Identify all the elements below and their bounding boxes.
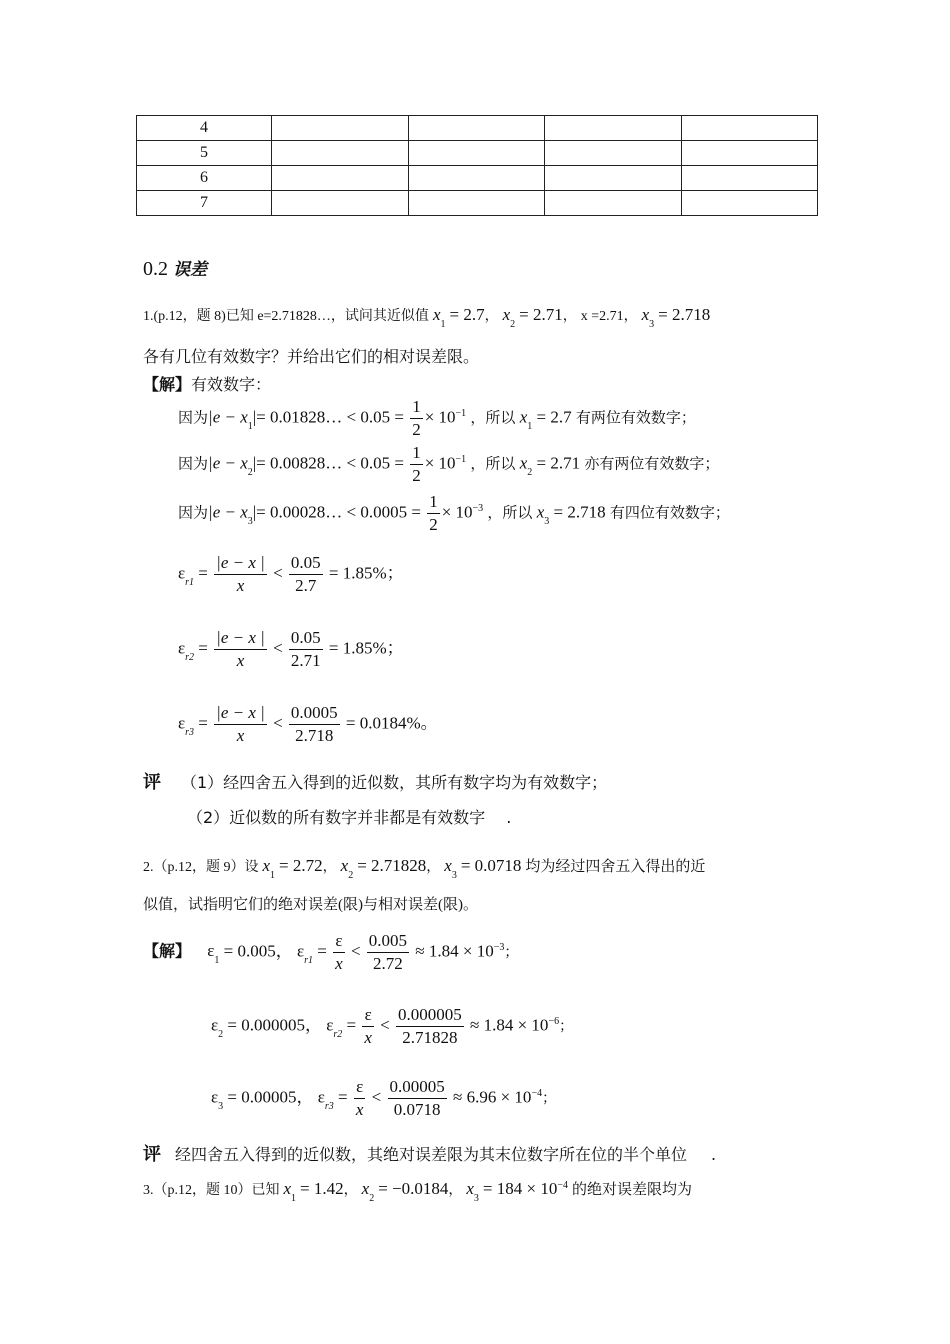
problem-3-head: 3.（p.12，题 10）已知 $x_1 = 1.42$， $x_2 = -0.0184$， $x_3 = 184 \times 10^{-4}$ 的绝对误差限均为 [143,1179,693,1204]
value-x2: = −0.0184 [378,1179,449,1198]
table-row [137,191,818,216]
var-x3: x [444,856,452,875]
denominator: x [364,1028,372,1047]
epsilon: ε [207,941,215,961]
table-cell [681,141,818,166]
numerator: ε [354,1076,366,1099]
abs-error: = 0.000005 [227,1015,305,1035]
period: . [711,1145,717,1164]
fraction [410,396,423,441]
solution-intro: 有效数字： [191,377,272,394]
problem-3-tail: 的绝对误差限均为 [572,1182,693,1198]
value-x3: = 0.0718 [460,856,522,875]
table-cell [545,191,682,216]
table-cell [545,141,682,166]
fraction [396,1004,464,1049]
numerator: 1 [410,396,423,419]
table-cell [272,116,409,141]
sigfig-line-1: 因为$|e - x_1|=$ 0.01828… < 0.05 = $\frac{1}{2}$ × $10^{-1}$ ，所以 $x_1 = 2.7$ 有两位有效数字； [178,397,696,439]
problem-2-text-end: 均为经过四舍五入得出的近 [525,859,706,875]
expr: × 10 [424,453,456,473]
denominator: 2.72 [373,954,403,973]
section-number: 0.2 [143,258,168,280]
fraction [362,1004,374,1049]
denominator: 2.71 [290,651,321,670]
table-cell-label: 6 [137,166,272,191]
solution-2-line-2: $\varepsilon_2 = 0.000005$， $\varepsilon_{r2}$ = $\frac{\varepsilon}{x}$ < $\frac{0.000005}{2.71828}$ ≈ $1.84 \times 10^{-6}$； [211,1005,574,1047]
var-x2: x [502,305,511,324]
punct: ； [559,1019,574,1035]
epsilon: ε [297,941,305,961]
fraction [367,930,409,975]
denominator: 2 [412,420,421,439]
comment-label: 评 [143,1144,161,1165]
expr: |= 0.00828… < 0.05 = [252,453,404,473]
denominator: x [236,576,245,595]
epsilon: ε [326,1015,334,1035]
var: x [536,502,545,522]
expr: = 2.718 [553,502,606,522]
comment-3 [143,1140,716,1166]
table-cell [272,191,409,216]
table-row [137,166,818,191]
var: x [519,453,528,473]
denominator: 2.71828 [402,1028,458,1047]
sigfig-line-3: 因为$|e - x_3|=$ 0.00028… < 0.0005 = $\frac{1}{2}$ × $10^{-3}$ ，所以 $x_3 = 2.718$ 有四位有效数字； [178,492,730,534]
exponent: −3 [493,942,505,954]
numerator: 0.005 [367,930,409,953]
solution-2-line-1: 【解】 $\varepsilon_1 = 0.005$， $\varepsilon_{r1}$ = $\frac{\varepsilon}{x}$ < $\frac{0.005}{2.72}$ ≈ $1.84 \times 10^{-3}$； [143,931,519,973]
table-cell [545,166,682,191]
numerator: 0.00005 [388,1076,447,1099]
result: ≈ 1.84 × 10 [470,1015,549,1035]
fraction [214,627,267,672]
denominator: 2.718 [295,726,334,745]
relative-error-3: $\varepsilon_{r3}$ = $\frac{|e - x |}{x}$ < $\frac{0.0005}{2.718}$ = 0.0184%。 [178,703,438,745]
fraction [388,1076,447,1121]
solution-label: 【解】 [143,377,192,394]
denominator: 2.7 [295,576,317,595]
text: 有两位有效数字； [575,410,696,427]
solution-label: 【解】 [143,943,192,961]
exponent: −1 [455,454,467,466]
sigfig-line-2: 因为$|e - x_2|=$ 0.00828… < 0.05 = $\frac{1}{2}$ × $10^{-1}$ ，所以 $x_2 = 2.71$ 亦有两位有效数字； [178,443,720,485]
problem-1-head: 1.(p.12，题 8)已知 e=2.71828…，试问其近似值 $x_1 = 2.7$， $x_2 = 2.71$， x =2.71， $x_3 = 2.718$ [143,305,711,330]
comment-text: （1）经四舍五入得到的近似数，其所有数字均为有效数字； [181,773,608,792]
period: . [506,808,512,827]
problem-2-text: 2.（p.12，题 9）设 [143,860,259,875]
text: 亦有两位有效数字； [584,456,720,473]
comment-label: 评 [143,772,161,793]
comment-2 [187,805,511,828]
denominator: 0.0718 [393,1100,441,1119]
subscript: r2 [185,652,195,664]
solution-2-line-3: $\varepsilon_3 = 0.00005$， $\varepsilon_{r3}$ = $\frac{\varepsilon}{x}$ < $\frac{0.00005}{0.0718}$ ≈ $6.96 \times 10^{-4}$； [211,1077,557,1119]
table-cell [408,191,545,216]
denominator: 2 [429,515,438,534]
exponent: −1 [455,408,467,420]
exponent: −3 [472,503,484,515]
value-x2: = 2.71828 [357,856,427,875]
subscript: r2 [333,1029,343,1041]
expr: |= 0.01828… < 0.05 = [252,407,404,427]
expr: = 2.7 [536,407,572,427]
text: 有四位有效数字； [609,505,730,522]
data-table [136,115,818,216]
comment-1 [143,768,607,794]
numerator: |e − x | [214,552,267,575]
expr: |= 0.00028… < 0.0005 = [252,502,421,522]
var-x3: x [641,305,650,324]
table-cell [272,141,409,166]
text: 因为 [178,456,209,473]
relative-error-2: $\varepsilon_{r2}$ = $\frac{|e - x |}{x}$ < $\frac{0.05}{2.71}$ = 1.85%； [178,628,404,670]
expr: × 10 [424,407,456,427]
fraction [410,442,423,487]
solution-1 [143,372,271,395]
result: = 1.85%； [328,638,404,658]
punct: ； [542,1091,557,1107]
numerator: 0.0005 [289,702,340,725]
table-cell [545,116,682,141]
var-x1: x [432,305,441,324]
epsilon: ε [211,1015,219,1035]
numerator: |e − x | [214,627,267,650]
result: = 0.0184%。 [345,713,438,733]
result: ≈ 1.84 × 10 [415,941,494,961]
abs-error: = 0.005 [223,941,276,961]
epsilon: ε [178,713,186,733]
table-cell [272,166,409,191]
text: ，所以 [470,456,516,473]
numerator: ε [333,930,345,953]
epsilon: ε [178,563,186,583]
problem-3-text: 3.（p.12，题 10）已知 [143,1183,280,1198]
result: = 1.85%； [328,563,404,583]
expr: × 10 [441,502,473,522]
expr: = 2.71 [536,453,581,473]
fraction [354,1076,366,1121]
table-cell [408,116,545,141]
problem-1-text: 1.(p.12，题 8)已知 e=2.71828…，试问其近似值 [143,309,429,324]
numerator: |e − x | [214,702,267,725]
var-x2: x [340,856,349,875]
table-cell-label: 5 [137,141,272,166]
table-row [137,141,818,166]
numerator: 0.05 [289,552,323,575]
epsilon: ε [317,1087,325,1107]
value-x3: = 2.718 [658,305,711,324]
exponent: −4 [557,1180,568,1191]
problem-2-line2: 似值，试指明它们的绝对误差(限)与相对误差(限)。 [143,897,478,913]
text: ，所以 [470,410,516,427]
problem-1-line2: 各有几位有效数字？并给出它们的相对误差限。 [143,349,480,366]
var: x [519,407,528,427]
fraction [214,702,267,747]
problem-2-head: 2.（p.12，题 9）设 $x_1 = 2.72$， $x_2 = 2.71828$， $x_3 = 0.0718$ 均为经过四舍五入得出的近 [143,856,706,881]
text: 因为 [178,505,209,522]
epsilon: ε [178,638,186,658]
section-title: 误差 [173,260,207,280]
value-x1: = 2.72 [279,856,323,875]
relative-error-1: $\varepsilon_{r1}$ = $\frac{|e - x |}{x}$ < $\frac{0.05}{2.7}$ = 1.85%； [178,553,404,595]
numerator: 0.000005 [396,1004,464,1027]
value-x1: = 2.7 [449,305,485,324]
denominator: x [236,651,245,670]
numerator: ε [362,1004,374,1027]
fraction [333,930,345,975]
abs-error: = 0.00005 [227,1087,297,1107]
comment-text: 经四舍五入得到的近似数，其绝对误差限为其末位数字所在位的半个单位 [175,1145,688,1164]
table-cell-label: 4 [137,116,272,141]
epsilon: ε [211,1087,219,1107]
subscript: r3 [185,727,195,739]
text: ，所以 [487,505,533,522]
var-x1: x [262,856,271,875]
expr: |e − x [208,502,248,522]
table-cell [681,191,818,216]
subscript: r1 [304,955,314,967]
exponent: −6 [548,1016,560,1028]
denominator: x [355,1100,364,1119]
comment-text: （2）近似数的所有数字并非都是有效数字 [187,808,486,827]
value-x3: = 184 × 10 [482,1179,558,1198]
punct: ； [504,945,519,961]
fraction [289,702,340,747]
expr: |e − x [208,407,248,427]
expr: |e − x [208,453,248,473]
table-cell [408,166,545,191]
fraction [289,627,323,672]
denominator: 2 [412,466,421,485]
section-heading [143,255,207,281]
value-x1: = 1.42 [300,1179,344,1198]
subscript: r1 [185,577,195,589]
subscript: r3 [324,1101,334,1113]
value-x2: = 2.71 [519,305,563,324]
table-cell [681,116,818,141]
numerator: 1 [410,442,423,465]
denominator: x [335,954,343,973]
fraction [427,491,440,536]
fraction [289,552,323,597]
var-x3: x [466,1179,474,1198]
exponent: −4 [531,1088,543,1100]
var-x1: x [283,1179,292,1198]
text: 因为 [178,410,209,427]
result: ≈ 6.96 × 10 [453,1087,532,1107]
numerator: 1 [427,491,440,514]
var-x2: x [361,1179,370,1198]
table-cell [681,166,818,191]
numerator: 0.05 [289,627,323,650]
table-cell [408,141,545,166]
table-cell-label: 7 [137,191,272,216]
fraction [214,552,267,597]
table-row [137,116,818,141]
denominator: x [236,726,245,745]
value-x2-alt: x =2.71 [580,309,624,324]
